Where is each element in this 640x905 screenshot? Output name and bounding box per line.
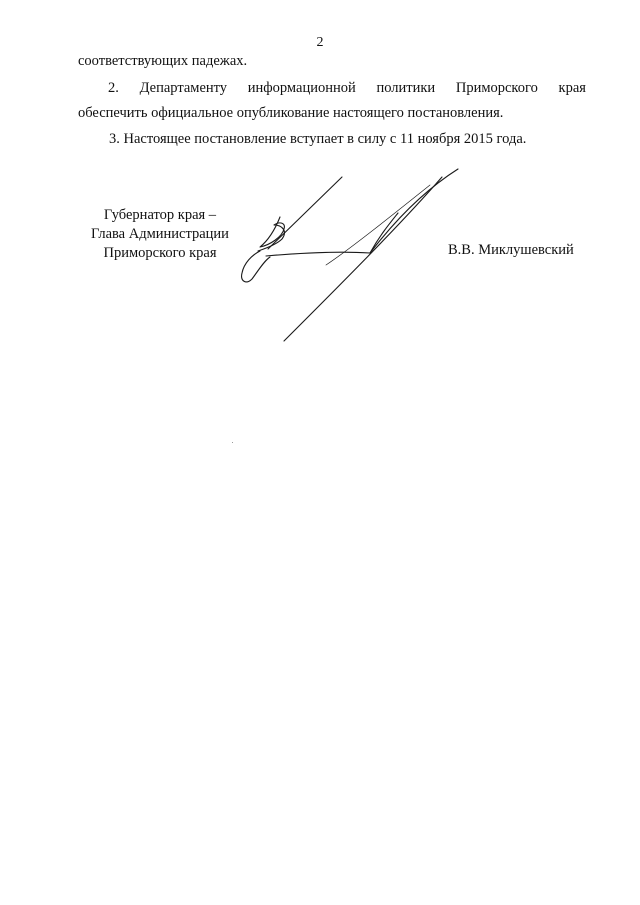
page-number: 2 bbox=[316, 35, 324, 50]
body-item-2-continuation: обеспечить официальное опубликование настоящего постановления. bbox=[78, 105, 504, 121]
handwritten-signature bbox=[230, 165, 480, 345]
signatory-position-line: Губернатор края – bbox=[103, 207, 217, 223]
signatory-position-line: Приморского края bbox=[103, 245, 217, 261]
signatory-position bbox=[70, 206, 250, 263]
item-2-word: Департаменту bbox=[139, 80, 228, 96]
body-item-2 bbox=[78, 80, 586, 97]
item-2-word: политики bbox=[376, 80, 436, 96]
body-line-1: соответствующих падежах. bbox=[78, 53, 248, 69]
item-2-word: Приморского bbox=[455, 80, 538, 96]
signatory-name: В.В. Миклушевский bbox=[448, 242, 574, 258]
item-2-number: 2. bbox=[108, 80, 119, 96]
body-item-3: 3. Настоящее постановление вступает в силу с 11 ноября 2015 года. bbox=[109, 131, 527, 147]
item-2-word: края bbox=[558, 80, 586, 96]
signatory-position-line: Глава Администрации bbox=[91, 226, 229, 242]
scan-speck bbox=[232, 442, 233, 443]
item-2-word: информационной bbox=[247, 80, 356, 96]
